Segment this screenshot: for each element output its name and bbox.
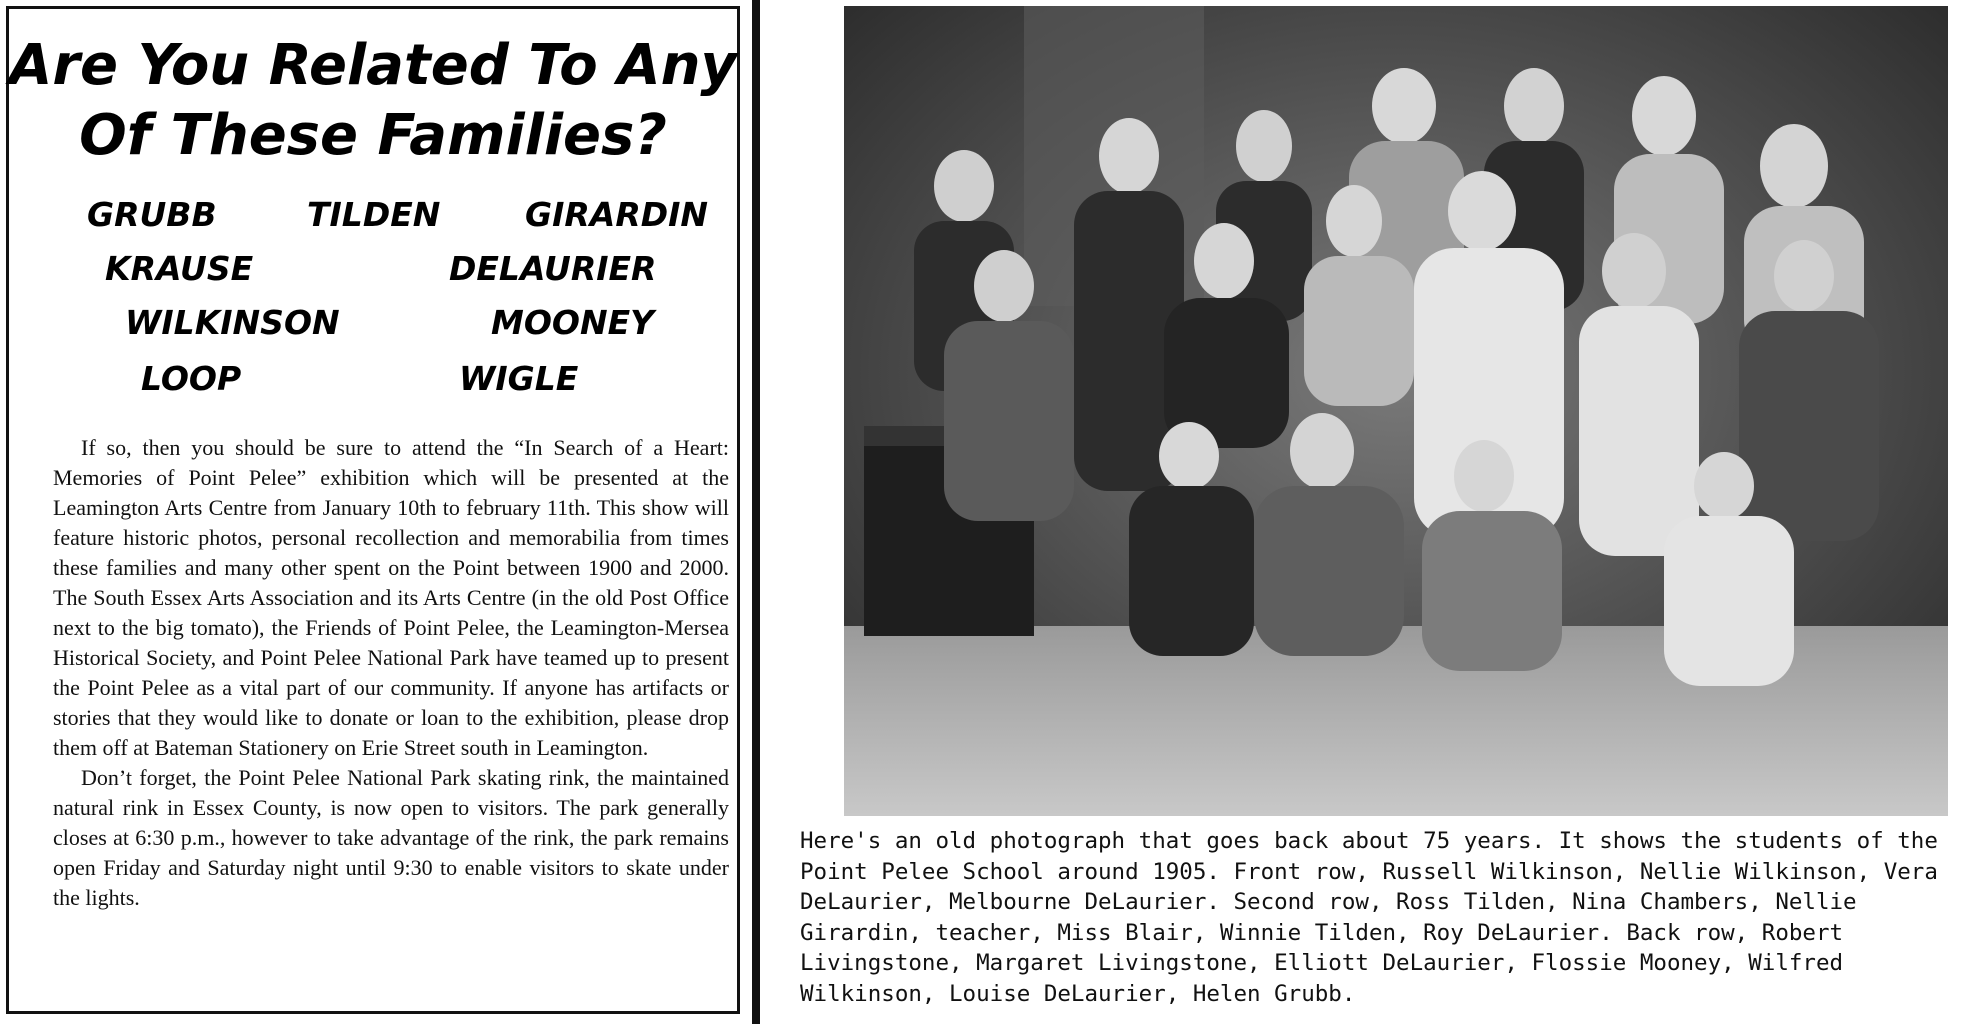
article-paragraph-1: If so, then you should be sure to attend the “In Search of a Heart: Memories of Point Pelee” exhibition which will be presented at the Leamington Arts Centre from January 10th to february 11th. This show will feature historic photos, personal recollection and memorabilia from times these families and many other spent on the Point between 1900 and 2000. The South Essex Arts Association and its Arts Centre (in the old Post Office next to the big tomato), the Friends of Point Pelee, the Leamington-Mersea Historical Society, and Point Pelee National Park have teamed up to present the Point Pelee as a vital part of our community. If anyone has artifacts or stories that they would like to donate or loan to the exhibition, please drop them off at Bateman Stationery on Erie Street south in Leamington.	[53, 435, 729, 760]
family-name-delaurier: DELAURIER	[449, 249, 657, 288]
family-name-loop: LOOP	[141, 359, 242, 398]
family-name-tilden: TILDEN	[307, 195, 441, 234]
family-name-grubb: GRUBB	[87, 195, 217, 234]
family-name-krause: KRAUSE	[105, 249, 254, 288]
headline	[9, 31, 737, 171]
article-paragraph-2: Don’t forget, the Point Pelee National Park skating rink, the maintained natural rink in Essex County, is now open to visitors. The park generally closes at 6:30 p.m., however to take advantage of the rink, the park remains open Friday and Saturday night until 9:30 to enable visitors to skate under the lights.	[53, 765, 729, 910]
family-name-mooney: MOONEY	[491, 303, 655, 342]
headline-line-2: Of These Families?	[79, 103, 667, 168]
family-name-girardin: GIRARDIN	[525, 195, 709, 234]
school-class-photograph	[844, 6, 1948, 816]
photo-caption: Here's an old photograph that goes back about 75 years. It shows the students of the Point Pelee School around 1905. Front row, Russell Wilkinson, Nellie Wilkinson, Vera DeLaurier, Melbourne DeLaurier. Second row, Ross Tilden, Nina Chambers, Nellie Girardin, teacher, Miss Blair, Winnie Tilden, Roy DeLaurier. Back row, Robert Livingstone, Margaret Livingstone, Elliott DeLaurier, Flossie Mooney, Wilfred Wilkinson, Louise DeLaurier, Helen Grubb.	[800, 828, 1938, 1007]
column-divider	[752, 0, 760, 1024]
article-body	[53, 433, 729, 913]
article-panel	[6, 6, 740, 1014]
family-name-wigle: WIGLE	[459, 359, 579, 398]
headline-line-1: Are You Related To Any	[9, 33, 737, 98]
family-name-wilkinson: WILKINSON	[125, 303, 340, 342]
